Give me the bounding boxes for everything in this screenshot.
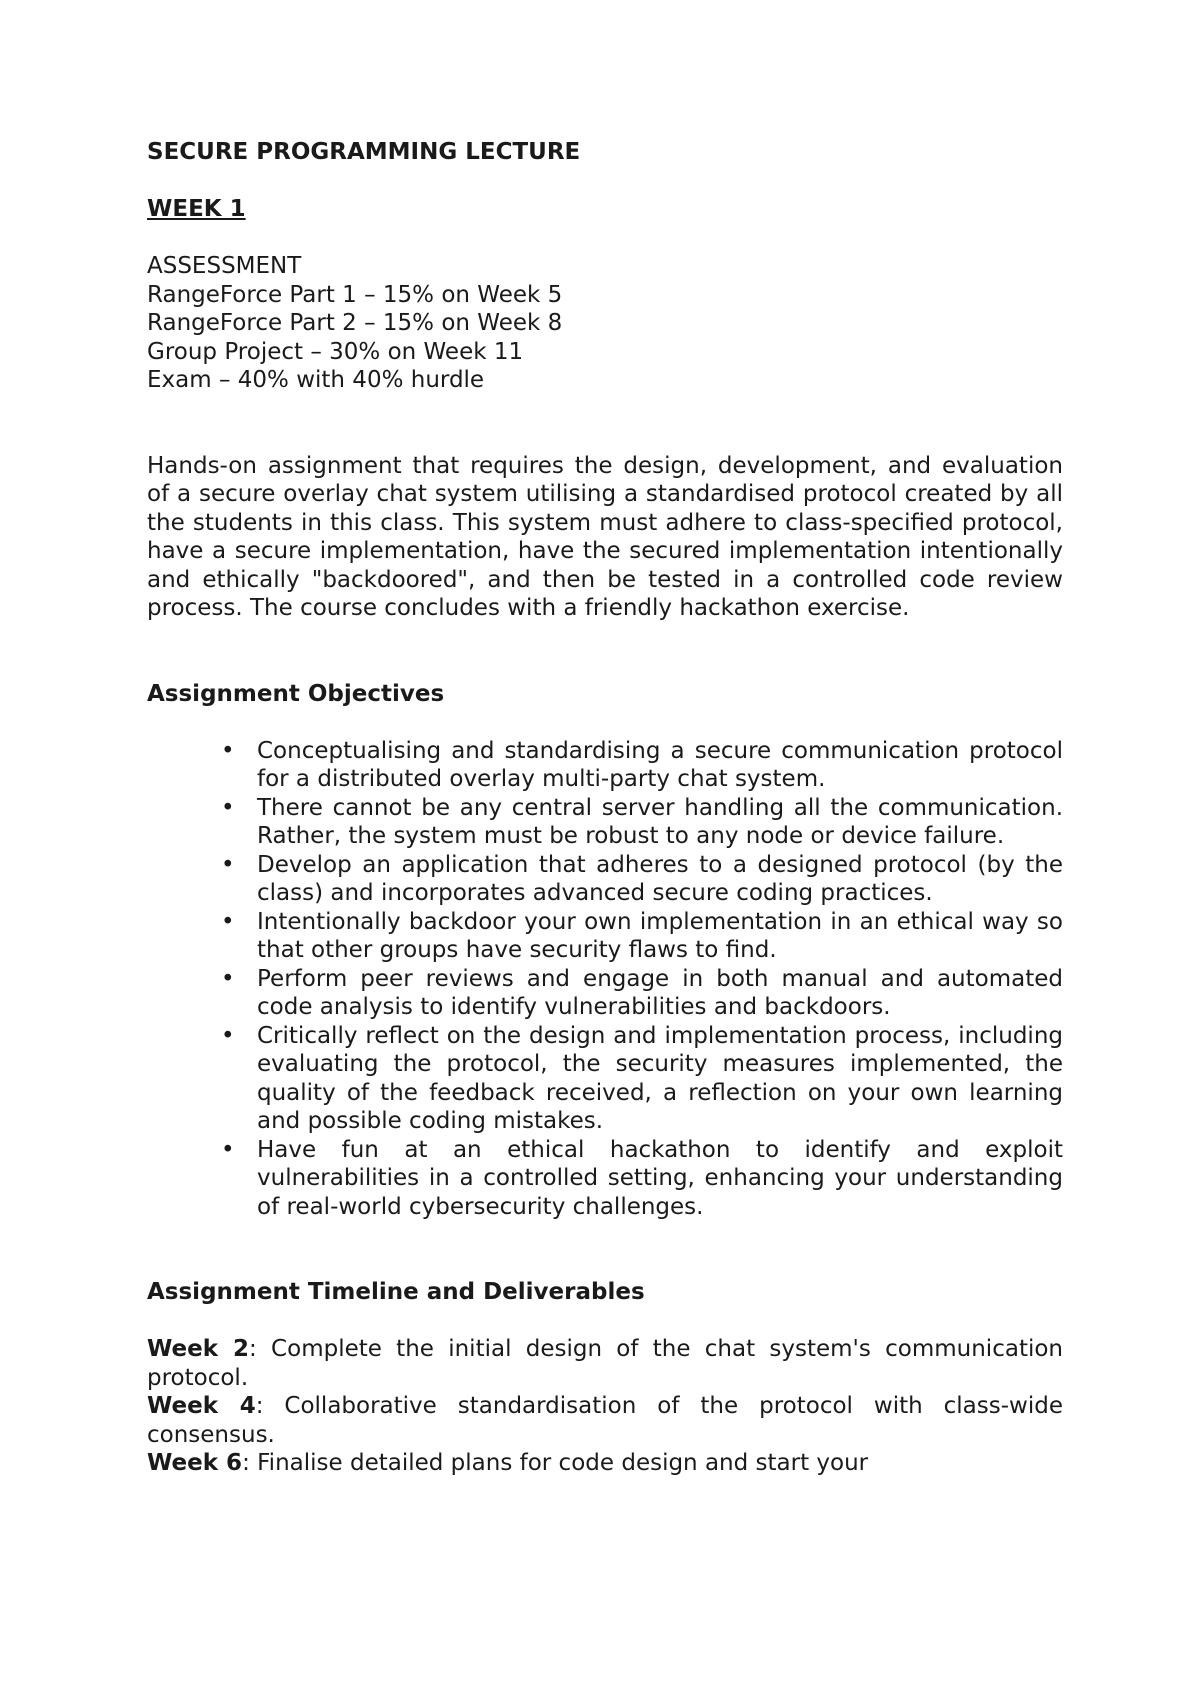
- objectives-heading: Assignment Objectives: [147, 680, 445, 707]
- assessment-item: Group Project – 30% on Week 11: [147, 338, 524, 365]
- list-item-text: Have fun at an ethical hackathon to identify and exploit vulnerabilities in a controlled setting, enhancing your understanding of real-world cybersecurity challenges.: [257, 1136, 1063, 1220]
- document-page: [147, 138, 1063, 1478]
- timeline-item: [147, 1449, 1063, 1478]
- list-item: [221, 1136, 1063, 1222]
- list-item-text: Develop an application that adheres to a designed protocol (by the class) and incorporates advanced secure coding practices.: [257, 851, 1063, 906]
- list-item: [221, 1022, 1063, 1136]
- bullet-icon: •: [221, 1022, 235, 1049]
- assessment-item: RangeForce Part 2 – 15% on Week 8: [147, 310, 563, 336]
- objectives-list: [147, 737, 1063, 1222]
- list-item-text: Intentionally backdoor your own implementation in an ethical way so that other groups have security flaws to find.: [257, 908, 1063, 963]
- list-item: [221, 737, 1063, 794]
- timeline-text: : Collaborative standardisation of the protocol with class-wide consensus.: [147, 1393, 1063, 1448]
- list-item: [221, 965, 1063, 1022]
- timeline-text: : Complete the initial design of the chat system's communication protocol.: [147, 1336, 1063, 1391]
- timeline-week: Week 6: [147, 1450, 243, 1476]
- list-item: [221, 851, 1063, 908]
- timeline-item: [147, 1392, 1063, 1449]
- list-item-text: There cannot be any central server handling all the communication. Rather, the system must be robust to any node or device failure.: [257, 794, 1063, 849]
- list-item-text: Perform peer reviews and engage in both manual and automated code analysis to identify vulnerabilities and backdoors.: [257, 965, 1063, 1020]
- assessment-item: Exam – 40% with 40% hurdle: [147, 367, 485, 393]
- document-title: SECURE PROGRAMMING LECTURE: [147, 139, 581, 165]
- bullet-icon: •: [221, 851, 235, 878]
- bullet-icon: •: [221, 1136, 235, 1163]
- bullet-icon: •: [221, 737, 235, 764]
- timeline-item: [147, 1335, 1063, 1392]
- timeline-text: : Finalise detailed plans for code design and start your: [242, 1450, 869, 1476]
- week-heading: WEEK 1: [147, 196, 246, 222]
- timeline-heading: Assignment Timeline and Deliverables: [147, 1279, 645, 1305]
- timeline-week: Week 4: [147, 1393, 256, 1419]
- list-item-text: Critically reflect on the design and implementation process, including evaluating the protocol, the security measures implemented, the quality of the feedback received, a reflection on your own learning and possible coding mistakes.: [257, 1022, 1063, 1134]
- intro-paragraph: Hands-on assignment that requires the design, development, and evaluation of a secure overlay chat system utilising a standardised protocol created by all the students in this class. This system must adhere to class-specified protocol, have a secure implementation, have the secured implementation intentionally and ethically "backdoored", and then be tested in a controlled code review process. The course concludes with a friendly hackathon exercise.: [147, 452, 1063, 621]
- assessment-item: RangeForce Part 1 – 15% on Week 5: [147, 281, 563, 308]
- list-item: [221, 908, 1063, 965]
- assessment-heading: ASSESSMENT: [147, 253, 302, 279]
- timeline-list: [147, 1335, 1063, 1478]
- list-item: [221, 794, 1063, 851]
- bullet-icon: •: [221, 965, 235, 992]
- list-item-text: Conceptualising and standardising a secure communication protocol for a distributed overlay multi-party chat system.: [257, 737, 1063, 792]
- assessment-block: [147, 252, 1063, 395]
- bullet-icon: •: [221, 908, 235, 935]
- bullet-icon: •: [221, 794, 235, 821]
- timeline-week: Week 2: [147, 1336, 250, 1362]
